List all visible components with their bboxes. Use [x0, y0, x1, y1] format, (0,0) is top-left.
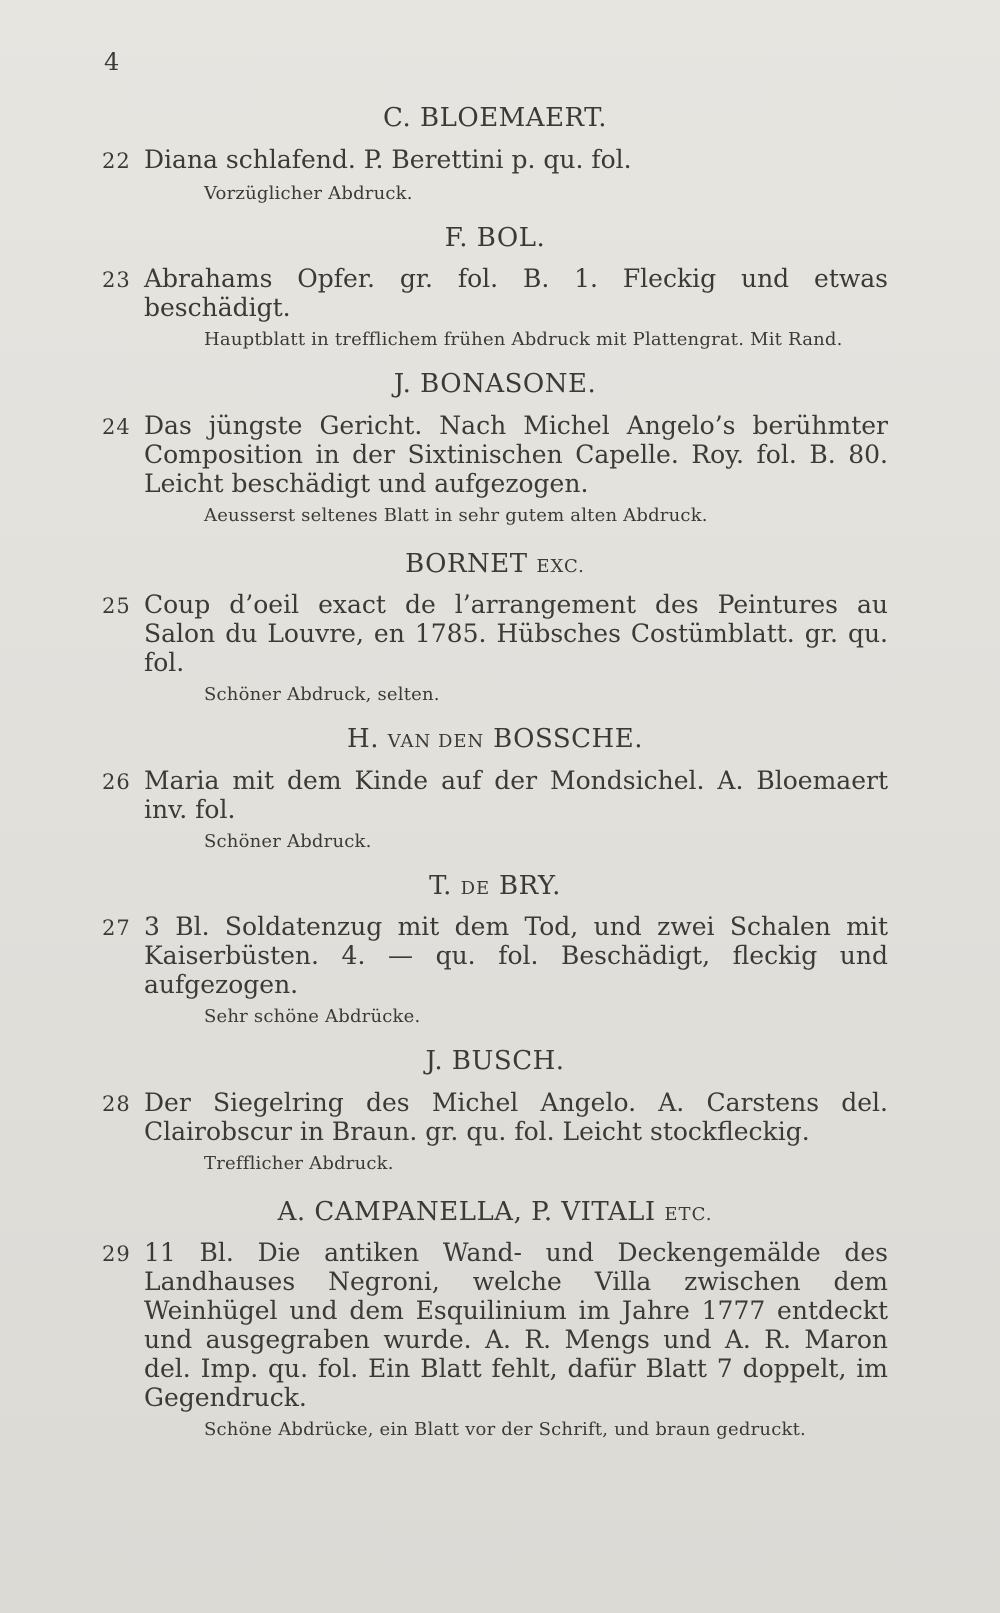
artist-name: A. CAMPANELLA, P. VITALI: [277, 1196, 656, 1227]
entry-note: Schöne Abdrücke, ein Blatt vor der Schrift, und braun gedruckt.: [204, 1419, 806, 1440]
section-bornet: [102, 548, 888, 708]
entry-note: Trefflicher Abdruck.: [204, 1152, 394, 1174]
entry-number: 24: [102, 414, 131, 439]
entry-number: 23: [102, 268, 131, 292]
entry-number: 22: [102, 148, 131, 173]
catalog-entry: [102, 264, 888, 322]
catalog-entry: [102, 912, 888, 999]
entry-number: 29: [102, 1242, 131, 1266]
entry-note: Schöner Abdruck.: [204, 830, 372, 852]
artist-heading: [102, 1196, 888, 1229]
section-campanella: [102, 1196, 888, 1443]
entry-note: Aeusserst seltenes Blatt in sehr gutem alten Abdruck.: [204, 504, 708, 526]
entry-note: Schöner Abdruck, selten.: [204, 684, 440, 705]
entry-note: Hauptblatt in trefflichem frühen Abdruck mit Plattengrat. Mit Rand.: [204, 329, 843, 350]
artist-heading: J. BUSCH.: [425, 1046, 565, 1076]
artist-heading: J. BONASONE.: [393, 369, 597, 399]
section-bonasone: [102, 368, 888, 528]
artist-heading: [102, 548, 888, 581]
entry-description: 11 Bl. Die antiken Wand- und Deckengemälde des Landhauses Negroni, welche Villa zwischen dem Weinhügel und dem Esquilinium im Jahre 1777 entdeckt und ausgegraben wurde. A. R. Mengs und A. R. Maron del. Imp. qu. fol. Ein Blatt fehlt, dafür Blatt 7 doppelt, im Gegendruck.: [144, 1238, 888, 1412]
artist-name: BORNET: [405, 548, 528, 579]
catalog-entry: [102, 590, 888, 677]
entry-description: Abrahams Opfer. gr. fol. B. 1. Fleckig und etwas beschädigt.: [144, 264, 888, 322]
entry-number: 26: [102, 769, 131, 794]
section-bol: [102, 222, 888, 353]
section-bry: [102, 870, 888, 1030]
entry-description: Maria mit dem Kinde auf der Mondsichel. A. Bloemaert inv. fol.: [144, 765, 888, 824]
artist-initial: T.: [429, 870, 452, 901]
artist-name: BRY.: [498, 870, 561, 901]
section-bossche: [102, 723, 888, 854]
catalog-entry: [102, 145, 888, 176]
artist-heading: [102, 870, 888, 903]
entry-note: Sehr schöne Abdrücke.: [204, 1006, 421, 1027]
entry-number: 28: [102, 1091, 131, 1116]
catalog-entry: [102, 411, 888, 498]
page-number: 4: [104, 48, 120, 76]
catalog-entry: [102, 1088, 888, 1146]
entry-description: Diana schlafend. P. Berettini p. qu. fol.: [144, 144, 632, 174]
entry-note: Vorzüglicher Abdruck.: [204, 182, 413, 204]
section-busch: [102, 1045, 888, 1176]
artist-initial: H.: [347, 724, 379, 754]
entry-description: Das jüngste Gericht. Nach Michel Angelo’s berühmter Composition in der Sixtinischen Capelle. Roy. fol. B. 80. Leicht beschädigt und aufgezogen.: [144, 410, 888, 498]
artist-particle: VAN DEN: [387, 731, 485, 752]
entry-number: 27: [102, 916, 131, 940]
entry-number: 25: [102, 594, 131, 618]
artist-suffix: ETC.: [664, 1203, 713, 1225]
artist-heading: [102, 723, 888, 756]
catalog-entry: [102, 766, 888, 824]
section-bloemaert: [102, 102, 888, 206]
catalog-entry: [102, 1238, 888, 1412]
artist-suffix: EXC.: [536, 555, 585, 577]
artist-particle: DE: [460, 877, 491, 899]
catalog-content: [102, 102, 888, 1442]
artist-name: BOSSCHE.: [493, 724, 643, 754]
artist-heading: C. BLOEMAERT.: [383, 103, 607, 133]
entry-description: Der Siegelring des Michel Angelo. A. Carstens del. Clairobscur in Braun. gr. qu. fol. Leicht stockfleckig.: [144, 1087, 888, 1146]
entry-description: 3 Bl. Soldatenzug mit dem Tod, und zwei Schalen mit Kaiserbüsten. 4. — qu. fol. Beschädigt, fleckig und aufgezogen.: [144, 912, 888, 999]
artist-heading: F. BOL.: [444, 222, 546, 253]
entry-description: Coup d’oeil exact de l’arrangement des Peintures au Salon du Louvre, en 1785. Hübsches Costümblatt. gr. qu. fol.: [144, 590, 888, 677]
